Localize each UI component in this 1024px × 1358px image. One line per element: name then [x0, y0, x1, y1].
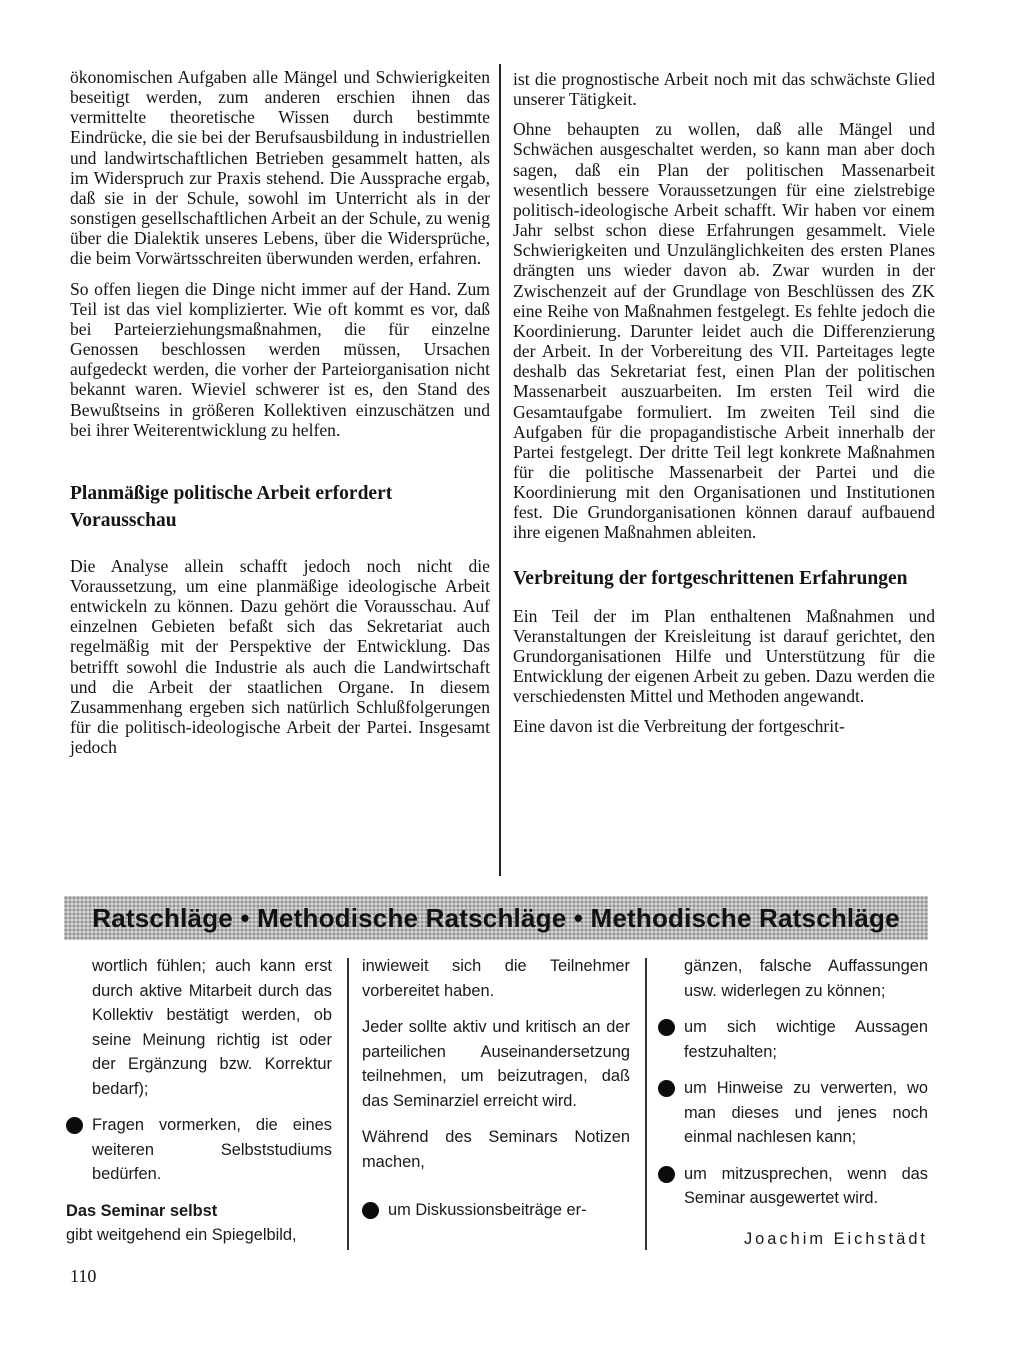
section-heading: Planmäßige politische Arbeit erfordert Vorausschau: [70, 482, 393, 531]
paragraph: Eine davon ist die Verbreitung der fortgeschrit-: [513, 716, 845, 737]
paragraph: Die Analyse allein schafft jedoch noch nicht die Voraussetzung, um eine planmäßige ideologische Arbeit entwickeln zu können. Dazu gehört die Vorausschau. Auf einzelnen Gebieten befaßt sich das Sekretariat auch regelmäßig mit der Perspektive der Entwicklung. Das betrifft sowohl die Industrie als auch die Landwirtschaft und die Arbeit der staatlichen Organe. In diesem Zusammenhang ergeben sich natürlich Schlußfolgerungen für die politisch-ideologische Arbeit der Partei. Insgesamt jedoch: [70, 555, 490, 758]
paragraph: So offen liegen die Dinge nicht immer auf der Hand. Zum Teil ist das viel komplizierter. Wie oft kommt es vor, daß bei Parteierziehungsmaßnahmen, die für einzelne Genossen beschlossen werden müssen, Ursachen aufgedeckt werden, die vorher der Parteiorganisation nicht bekannt waren. Wieviel schwerer ist es, den Stand des Bewußtseins in größeren Kollektiven einzuschätzen und bei ihrer Weiterentwicklung zu helfen.: [70, 278, 490, 440]
banner-text: Ratschläge • Methodische Ratschläge • Methodische Ratschläge: [92, 902, 900, 933]
author-name: Joachim Eichstädt: [743, 1229, 928, 1248]
advice-paragraph: inwieweit sich die Teilnehmer vorbereitet haben.: [362, 957, 630, 1000]
advice-paragraph: Während des Seminars Notizen machen,: [362, 1128, 630, 1171]
advice-column-2: [362, 954, 630, 1223]
bullet-item: [658, 1162, 928, 1211]
paragraph: ist die prognostische Arbeit noch mit das schwächste Glied unserer Tätigkeit.: [513, 69, 935, 110]
paragraph: Ohne behaupten zu wollen, daß alle Mängel und Schwächen ausgeschaltet werden, so kann man aber doch sagen, daß ein Plan der politischen Massenarbeit wesentlich bessere Voraussetzungen für eine zielstrebige politisch-ideologische Arbeit schafft. Wir haben vor einem Jahr selbst schon diese Erfahrungen gesammelt. Viele Schwierigkeiten und Unzulänglichkeiten des ersten Planes drängten uns wieder davon ab. Zwar wurden in der Zwischenzeit auf der Grundlage von Beschlüssen des ZK eine Reihe von Maßnahmen festgelegt. Es fehlte jedoch die Koordinierung. Darunter leidet auch die Differenzierung der Arbeit. In der Vorbereitung des VII. Parteitages legte deshalb das Sekretariat fest, einen Plan der politischen Massenarbeit auszuarbeiten. Im ersten Teil wird die Gesamtaufgabe formuliert. Im zweiten Teil sind die Aufgaben für die propagandistische Arbeit innerhalb der Partei festgelegt. Der dritte Teil legt konkrete Maßnahmen für die politische Massenarbeit der Partei und die Koordinierung mit den Organisationen und Institutionen fest. Die Grundorganisationen können darauf aufbauend ihre eigenen Maßnahmen ableiten.: [513, 119, 935, 543]
paragraph: Ein Teil der im Plan enthaltenen Maßnahmen und Veranstaltungen der Kreisleitung ist darauf gerichtet, den Grundorganisationen Hilfe und Unterstützung für die Entwicklung der eigenen Arbeit zu geben. Dazu werden die verschiedensten Mittel und Methoden angewandt.: [513, 605, 935, 707]
advice-paragraph: Jeder sollte aktiv und kritisch an der parteilichen Auseinandersetzung teilnehmen, um beizutragen, daß das Seminarziel erreicht wird.: [362, 1018, 630, 1110]
bullet-text: um Hinweise zu verwerten, wo man dieses und jenes noch einmal nachlesen kann;: [684, 1079, 928, 1146]
paragraph: ökonomischen Aufgaben alle Mängel und Schwierigkeiten beseitigt werden, zum anderen erschien ihnen das vermittelte theoretische Wissen durch bestimmte Eindrücke, die sie bei der Berufsausbildung in industriellen und landwirtschaftlichen Betrieben gesammelt hatten, als im Widerspruch zur Praxis stehend. Die Aussprache ergab, daß sie in der Schule, sowohl im Unterricht als in der sonstigen gesellschaftlichen Arbeit an der Schule, zu wenig über die Dialektik unseres Lebens, über die Widersprüche, die beim Vorwärtsschreiten überwunden werden, erfahren.: [70, 67, 490, 269]
bullet-item: [658, 1015, 928, 1064]
ratschlaege-banner: [64, 896, 928, 940]
sidebar-divider: [645, 958, 647, 1250]
section-heading: Verbreitung der fortgeschrittenen Erfahrungen: [513, 567, 908, 589]
bullet-text: um mitzusprechen, wenn das Seminar ausgewertet wird.: [684, 1164, 928, 1207]
bullet-dot-icon: [658, 1019, 675, 1036]
article-column-right: [513, 69, 935, 737]
advice-paragraph: gänzen, falsche Auffassungen usw. widerlegen zu können;: [684, 957, 928, 1000]
bullet-text: um sich wichtige Aussagen festzuhalten;: [684, 1018, 928, 1061]
bullet-dot-icon: [658, 1166, 675, 1183]
bullet-item: [658, 1076, 928, 1150]
bullet-dot-icon: [658, 1080, 675, 1097]
bullet-item: [362, 1198, 630, 1223]
article-column-left: [70, 67, 490, 757]
subheading: Das Seminar selbst: [66, 1201, 218, 1220]
advice-paragraph: wortlich fühlen; auch kann erst durch aktive Mitarbeit durch das Kollektiv bestätigt werden, ob seine Meinung richtig ist oder der Ergänzung bzw. Korrektur bedarf);: [92, 957, 332, 1098]
advice-column-1: [66, 954, 332, 1248]
bullet-dot-icon: [66, 1117, 83, 1134]
bullet-text: Fragen vormerken, die eines weiteren Selbststudiums bedürfen.: [92, 1116, 332, 1183]
bullet-item: [66, 1113, 332, 1187]
page-number: 110: [70, 1266, 97, 1286]
bullet-text: um Diskussionsbeiträge er-: [388, 1201, 587, 1219]
bullet-dot-icon: [362, 1202, 379, 1219]
advice-paragraph: gibt weitgehend ein Spiegelbild,: [66, 1226, 297, 1244]
column-divider: [499, 64, 501, 876]
advice-column-3: [658, 954, 928, 1251]
sidebar-divider: [347, 958, 349, 1250]
